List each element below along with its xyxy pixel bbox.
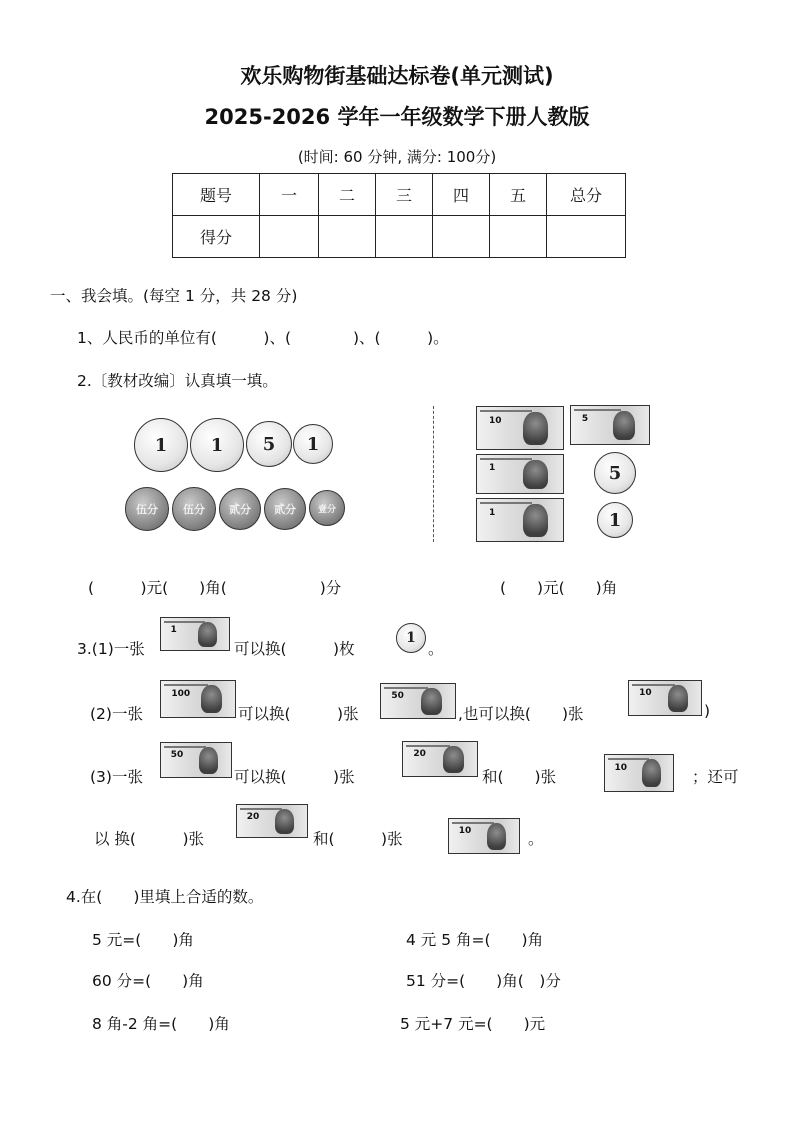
coin-label: 1	[608, 509, 622, 531]
q4-item[interactable]: 5 元+7 元=( )元	[400, 1015, 546, 1033]
score-table	[172, 173, 626, 258]
banknote-50-yuan	[380, 683, 456, 719]
coin-1-yuan	[190, 418, 244, 472]
table-row	[173, 174, 626, 216]
table-cell: 五	[490, 174, 547, 216]
banknote-1-yuan	[476, 454, 564, 494]
question-3-3-text[interactable]: 可以换( )张	[234, 768, 355, 786]
coin-1-fen	[309, 490, 345, 526]
note-denomination: 50	[391, 691, 404, 702]
coin-label: 1	[210, 434, 224, 456]
coin-label: 贰分	[274, 503, 296, 516]
q4-item[interactable]: 5 元=( )角	[92, 931, 194, 949]
note-denomination: 10	[489, 416, 502, 427]
banknote-100-yuan	[160, 680, 236, 718]
q4-item[interactable]: 4 元 5 角=( )角	[406, 931, 544, 949]
coin-1-jiao	[597, 502, 633, 538]
coin-label: 伍分	[136, 503, 158, 516]
question-3-2-end: )	[704, 702, 711, 720]
table-cell: 一	[260, 174, 319, 216]
coin-1-yuan	[134, 418, 188, 472]
score-input-cell[interactable]	[433, 216, 490, 258]
page-subtitle: 2025-2026 学年一年级数学下册人教版	[204, 105, 590, 129]
coin-5-jiao	[246, 421, 292, 467]
coin-label: 1	[406, 630, 416, 646]
banknote-1-yuan	[476, 498, 564, 542]
question-3-1-end: 。	[428, 640, 444, 658]
q4-item[interactable]: 51 分=( )角( )分	[406, 972, 561, 990]
table-cell: 题号	[173, 174, 260, 216]
coin-5-fen	[172, 487, 216, 531]
coin-label: 5	[608, 462, 622, 484]
note-denomination: 10	[458, 826, 472, 837]
coin-1-jiao	[293, 424, 333, 464]
coin-2-fen	[264, 488, 306, 530]
section-heading: 一、我会填。(每空 1 分，共 28 分)	[50, 287, 298, 305]
banknote-20-yuan	[236, 804, 308, 838]
banknote-50-yuan	[160, 742, 232, 778]
banknote-5-yuan	[570, 405, 650, 445]
coin-label: 1	[154, 434, 168, 456]
question-3-2-prefix: (2)一张	[90, 705, 143, 723]
banknote-10-yuan	[628, 680, 702, 716]
q4-item[interactable]: 60 分=( )角	[92, 972, 204, 990]
question-3-3-prefix: (3)一张	[90, 768, 143, 786]
answer-line-left[interactable]: ( )元( )角( )分	[88, 579, 342, 597]
question-3-3-and[interactable]: 和( )张	[482, 768, 557, 786]
coin-5-fen	[125, 487, 169, 531]
coin-2-fen	[219, 488, 261, 530]
note-denomination: 50	[170, 750, 184, 761]
table-row	[173, 216, 626, 258]
question-1: 1、人民币的单位有( )、( )、( )。	[77, 329, 449, 347]
score-input-cell[interactable]	[260, 216, 319, 258]
question-3-3-continue: ；还可	[692, 768, 739, 786]
coin-label: 壹分	[317, 504, 336, 515]
table-cell: 得分	[173, 216, 260, 258]
question-3-3-end: 。	[528, 830, 544, 848]
table-cell: 三	[376, 174, 433, 216]
q4-item[interactable]: 8 角-2 角=( )角	[92, 1015, 230, 1033]
question-3-2-text[interactable]: 可以换( )张	[238, 705, 359, 723]
note-denomination: 100	[171, 688, 191, 699]
question-3-1-prefix: 3.(1)一张	[77, 640, 145, 658]
table-cell: 四	[433, 174, 490, 216]
question-4: 4.在( )里填上合适的数。	[66, 888, 264, 906]
note-denomination: 10	[639, 688, 652, 699]
question-3-3-and2[interactable]: 和( )张	[313, 830, 403, 848]
score-input-cell[interactable]	[376, 216, 433, 258]
note-denomination: 20	[246, 812, 260, 823]
question-3-2-alt[interactable]: ,也可以换( )张	[458, 705, 584, 723]
question-3-3-line2[interactable]: 以 换( )张	[94, 830, 205, 848]
coin-1-jiao	[396, 623, 426, 653]
note-denomination: 1	[489, 508, 496, 519]
coin-label: 伍分	[183, 503, 205, 516]
answer-line-right[interactable]: ( )元( )角	[500, 579, 618, 597]
coin-5-jiao	[594, 452, 636, 494]
banknote-20-yuan	[402, 741, 478, 777]
coin-label: 1	[306, 433, 320, 455]
divider	[433, 406, 434, 542]
score-input-cell[interactable]	[319, 216, 376, 258]
page-title: 欢乐购物街基础达标卷(单元测试)	[240, 64, 554, 88]
note-denomination: 20	[413, 749, 426, 760]
coin-label: 贰分	[229, 503, 251, 516]
note-denomination: 1	[170, 625, 177, 636]
banknote-10-yuan	[448, 818, 520, 854]
note-denomination: 5	[581, 414, 589, 425]
table-cell: 二	[319, 174, 376, 216]
question-3-1-text[interactable]: 可以换( )枚	[234, 640, 355, 658]
exam-info: (时间: 60 分钟, 满分: 100分)	[297, 148, 497, 166]
note-denomination: 1	[489, 463, 496, 474]
score-input-cell[interactable]	[490, 216, 547, 258]
coin-label: 5	[262, 433, 276, 455]
question-2: 2.〔教材改编〕认真填一填。	[77, 372, 278, 390]
banknote-10-yuan	[476, 406, 564, 450]
banknote-1-yuan	[160, 617, 230, 651]
score-input-cell[interactable]	[547, 216, 626, 258]
banknote-10-yuan	[604, 754, 674, 792]
table-cell: 总分	[547, 174, 626, 216]
note-denomination: 10	[614, 762, 628, 773]
